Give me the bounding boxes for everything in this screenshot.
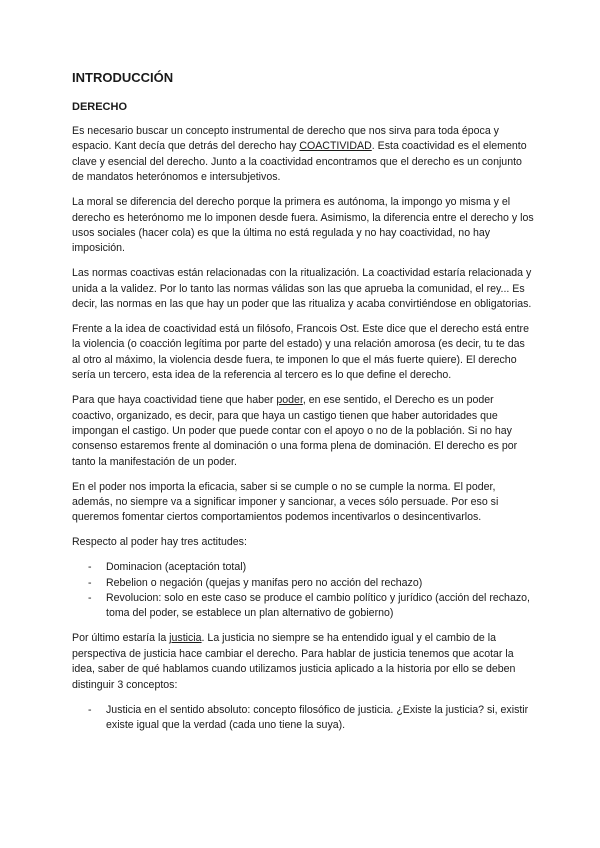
bullet-dash: -	[88, 576, 92, 589]
paragraph-ost: Frente a la idea de coactividad está un filósofo, Francois Ost. Este dice que el derecho está entre la violencia (o coacción legítima por parte del estado) y una relación amorosa (es decir, tu te das al otro al máximo, la violencia desde fuera, te imponen lo que el más fuerte quiere). El derecho sería un tercero, esta idea de la referencia al tercero es lo que define el derecho.	[72, 322, 529, 382]
paragraph-moral: La moral se diferencia del derecho porque la primera es autónoma, la impongo yo misma y el derecho es heterónomo me lo imponen desde fuera. Asimismo, la diferencia entre el derecho y los usos sociales (hacer cola) es que la última no está regulada y no hay coactividad, no hay imposición.	[72, 196, 534, 255]
term-justicia: justicia	[169, 632, 202, 645]
paragraph-justicia: Por último estaría la justicia. La justicia no siempre se ha entendido igual y el cambio de la perspectiva de justicia hace cambiar el derecho. Para hablar de justicia tenemos que acotar la idea, saber de qué hablamos cuando utilizamos justicia aplicado a la historia por ello se deben distinguir 3 conceptos:	[72, 632, 516, 691]
list-item: - Justicia en el sentido absoluto: concepto filosófico de justicia. ¿Existe la justicia? si, existir existe igual que la verdad (cada uno tiene la suya).	[88, 703, 529, 731]
list-conceptos	[72, 703, 534, 734]
paragraph-poder: Para que haya coactividad tiene que haber poder, en ese sentido, el Derecho es un poder coactivo, organizado, es decir, para que haya un castigo tienen que haber autoridades que impongan el castigo. Un poder que puede contar con el apoyo o no de la población. Si no hay consenso estaremos frente al dominación o una forma plena de dominación. El derecho es por tanto la manifestación de un poder.	[72, 394, 518, 468]
paragraph-ritualizacion: Las normas coactivas están relacionadas con la ritualización. La coactividad estaría relacionada y unida a la validez. Por lo tanto las normas válidas son las que aprueba la comunidad, el rey... Es decir, las normas en las que hay un poder que las ritualiza y acaba convirtiéndose en obligatorias.	[72, 267, 532, 311]
list-item: - Dominacion (aceptación total)	[72, 560, 534, 575]
bullet-dash: -	[88, 592, 92, 605]
list-item: - Revolucion: solo en este caso se produce el cambio político y jurídico (acción del rechazo, toma del poder, se establece un plan alternativo de gobierno)	[88, 592, 530, 620]
section-heading: DERECHO	[72, 101, 128, 113]
bullet-dash: -	[88, 561, 92, 574]
term-poder: poder	[276, 394, 303, 407]
bullet-dash: -	[88, 703, 92, 716]
document-title: INTRODUCCIÓN	[72, 70, 174, 85]
paragraph-actitudes: Respecto al poder hay tres actitudes:	[72, 536, 247, 549]
list-actitudes	[72, 560, 534, 622]
list-item: - Rebelion o negación (quejas y manifas pero no acción del rechazo)	[72, 576, 534, 591]
document-page	[72, 70, 534, 743]
term-coactividad: COACTIVIDAD	[299, 140, 372, 153]
paragraph-eficacia: En el poder nos importa la eficacia, saber si se cumple o no se cumple la norma. El poder, además, no siempre va a significar imponer y sancionar, a veces sólo persuade. Por eso si queremos fomentar ciertos comportamientos podemos incentivarlos o desincentivarlos.	[72, 480, 499, 524]
paragraph-coactividad: Es necesario buscar un concepto instrumental de derecho que nos sirva para toda época y espacio. Kant decía que detrás del derecho hay COACTIVIDAD. Esta coactividad es el elemento clave y esencial del derecho. Junto a la coactividad encontramos que el derecho es un conjunto de mandatos heterónomos e intersubjetivos.	[72, 125, 527, 184]
